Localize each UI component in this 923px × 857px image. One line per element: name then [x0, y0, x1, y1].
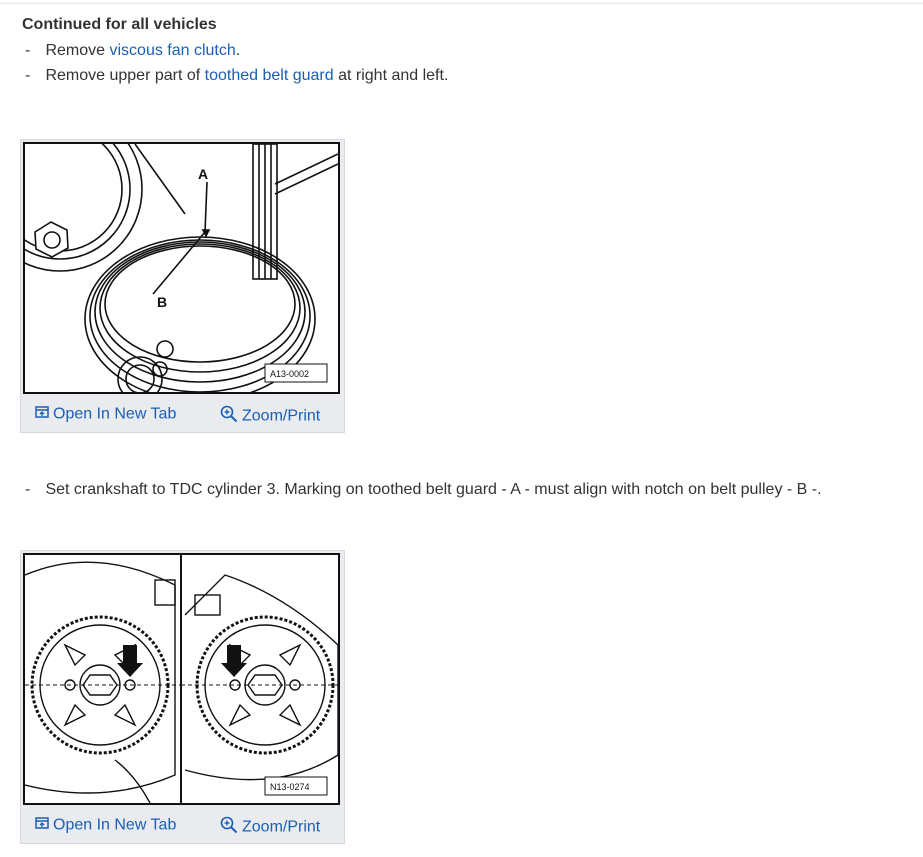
step-text-end: . [235, 42, 241, 59]
camshaft-marks-illustration[interactable] [23, 553, 340, 805]
pulley-marking-illustration[interactable] [23, 142, 340, 394]
step-text: Set crankshaft to TDC cylinder 3. Marking on toothed belt guard - A - must align with notch on belt pulley - B -. [45, 481, 822, 498]
step-dash: - [25, 42, 31, 59]
viscous-fan-clutch-link[interactable]: viscous fan clutch [109, 42, 236, 59]
step-remove-fan-clutch [22, 42, 240, 60]
step-remove-belt-guard [22, 67, 448, 85]
section-heading: Continued for all vehicles [22, 16, 217, 33]
zoom-print-button[interactable] [220, 816, 320, 839]
zoom-print-label: Zoom/Print [242, 818, 321, 836]
open-in-new-tab-button[interactable] [35, 405, 176, 424]
step-dash: - [25, 67, 31, 84]
step-dash: - [25, 481, 31, 498]
figure-pulley-marking [20, 139, 345, 433]
callout-a-label: A [198, 166, 209, 182]
open-in-new-tab-label: Open In New Tab [53, 816, 177, 834]
figure-toolbar [21, 807, 344, 843]
magnifier-plus-icon [220, 405, 238, 428]
figure-toolbar [21, 396, 344, 432]
zoom-print-label: Zoom/Print [242, 407, 321, 425]
step-text: Remove [45, 42, 110, 59]
open-new-tab-icon [35, 816, 49, 835]
toothed-belt-guard-link[interactable]: toothed belt guard [204, 67, 334, 84]
callout-b-label: B [157, 294, 168, 310]
zoom-print-button[interactable] [220, 405, 320, 428]
magnifier-plus-icon [220, 816, 238, 839]
open-new-tab-icon [35, 405, 49, 424]
step-text: Remove upper part of [45, 67, 205, 84]
figure-code: N13-0274 [270, 782, 310, 792]
figure-code: A13-0002 [270, 369, 310, 379]
open-in-new-tab-label: Open In New Tab [53, 405, 177, 423]
top-divider [0, 3, 923, 4]
figure-camshaft-marks [20, 550, 345, 844]
step-set-crankshaft-tdc [22, 481, 822, 499]
step-text-end: at right and left. [333, 67, 449, 84]
open-in-new-tab-button[interactable] [35, 816, 176, 835]
